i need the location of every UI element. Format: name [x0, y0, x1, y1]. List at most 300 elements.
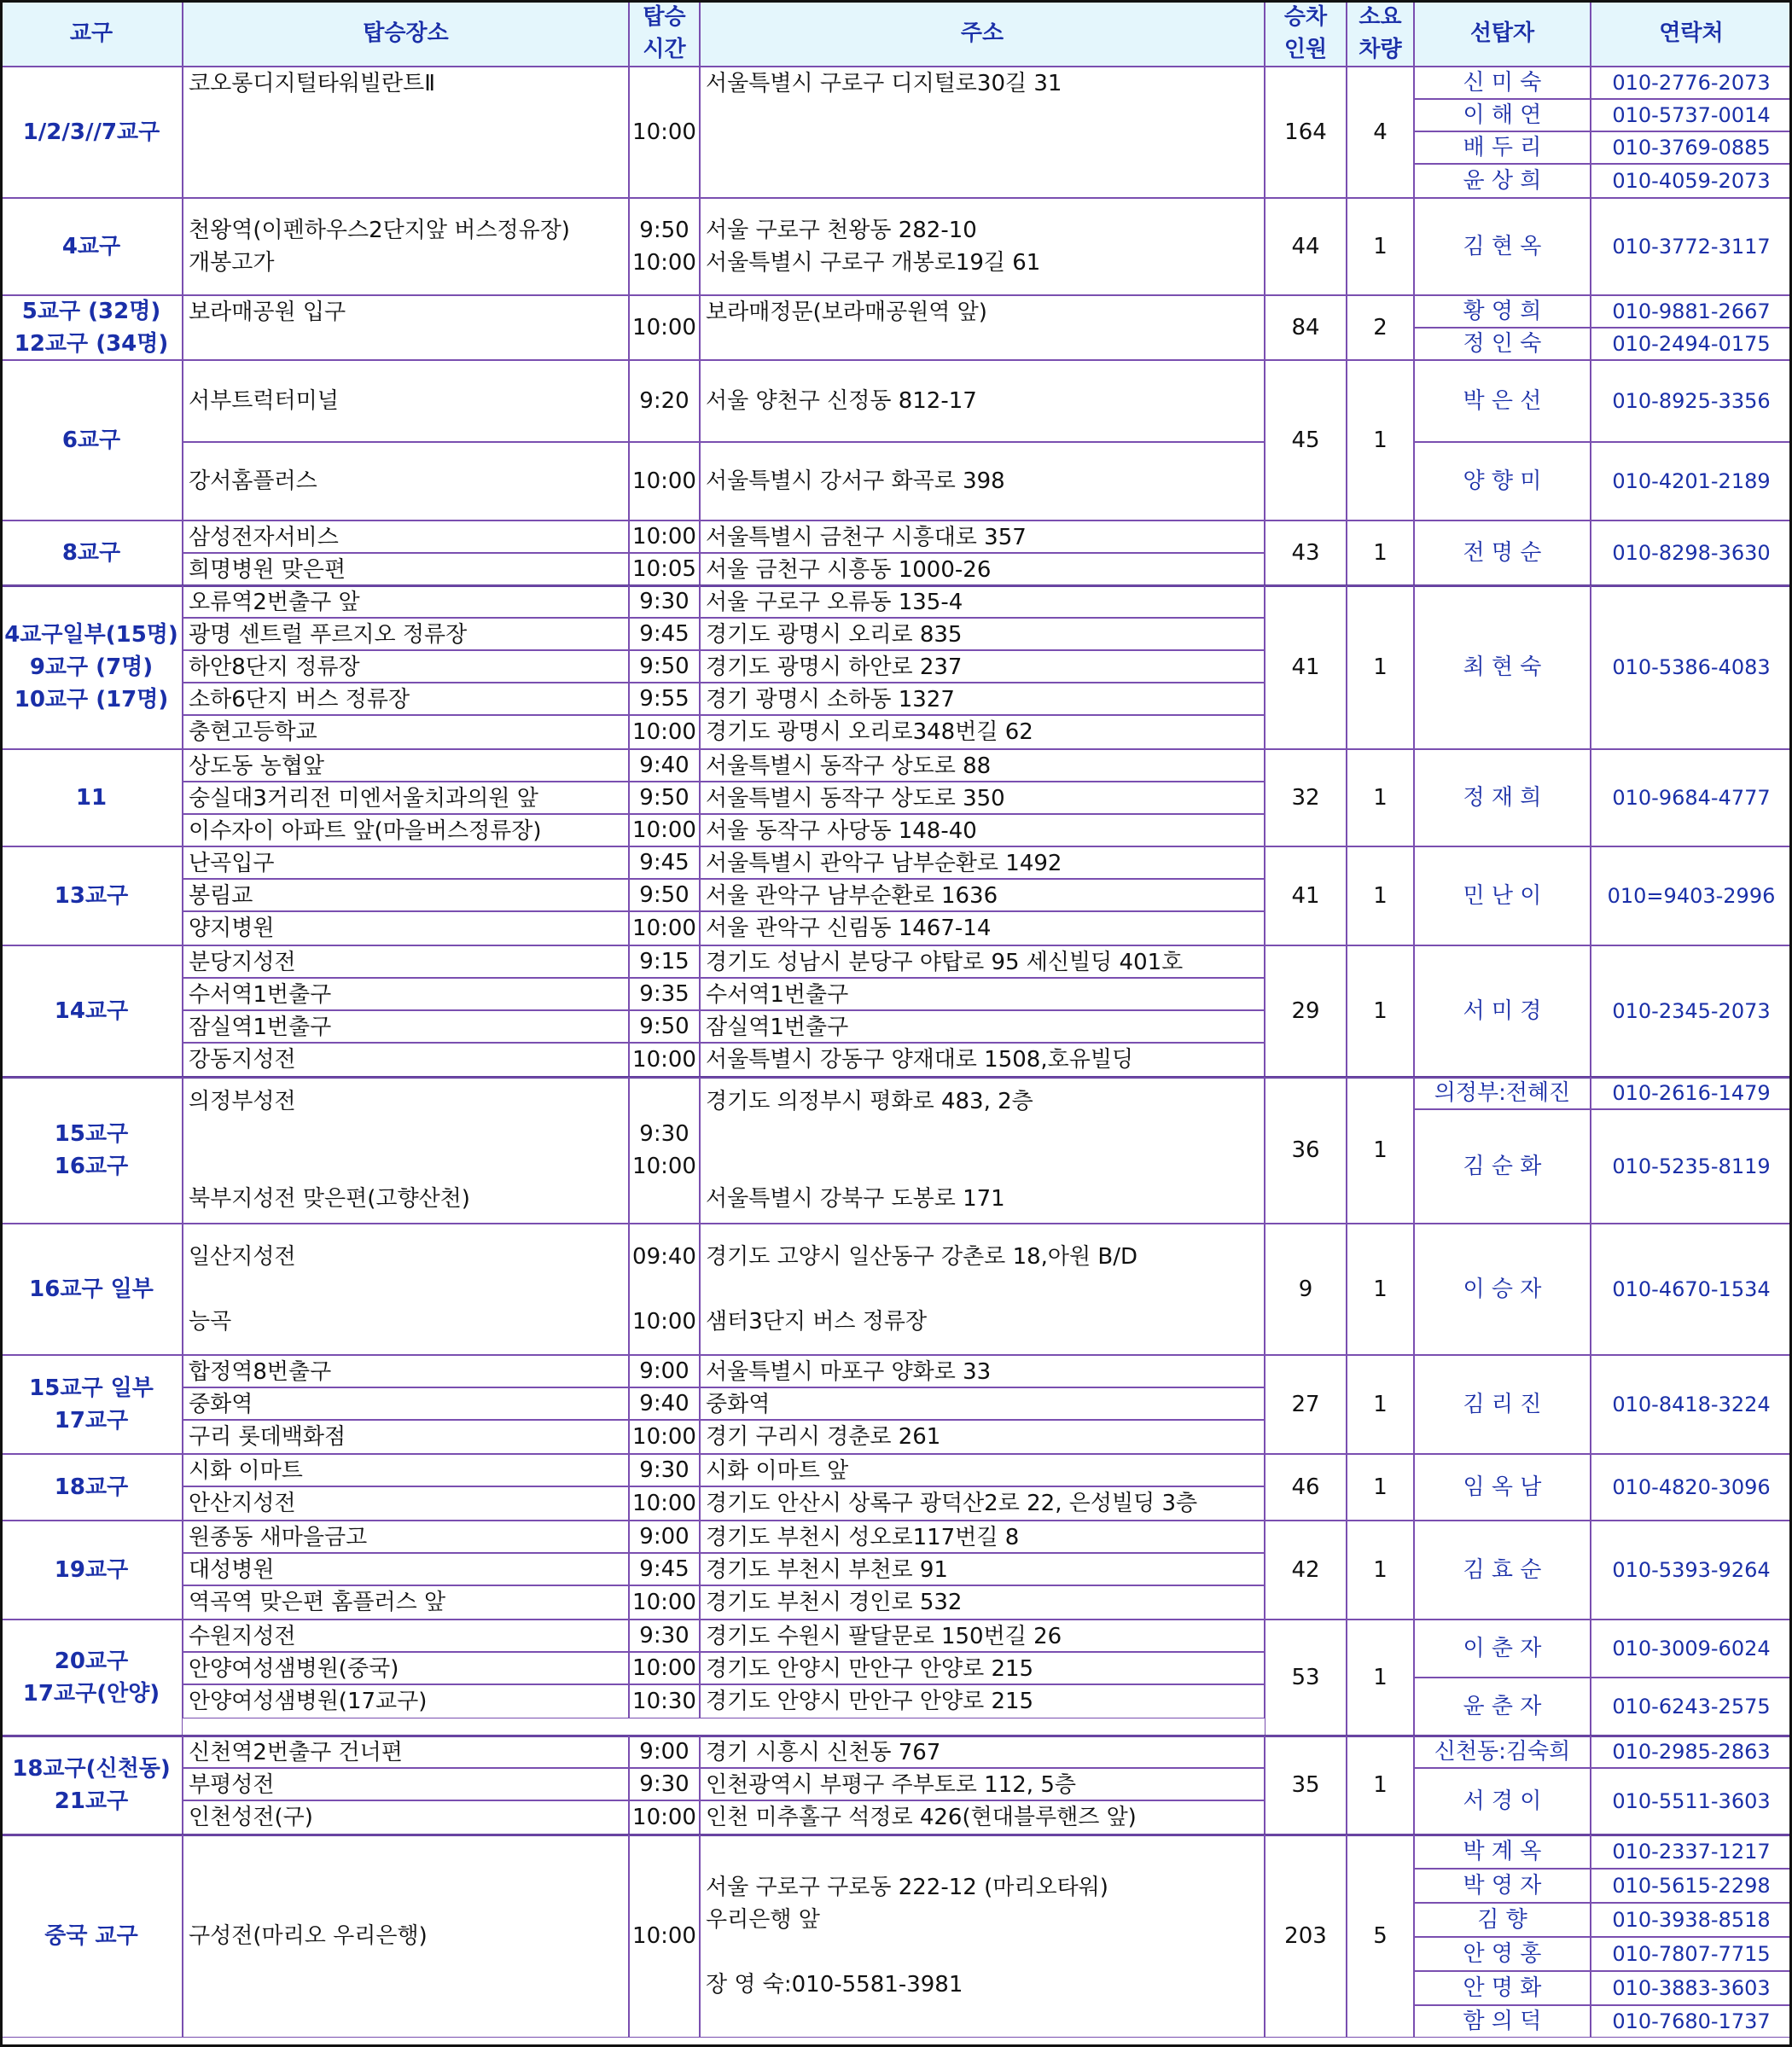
vehicles-cell-line: 1 — [1373, 785, 1388, 811]
district-cell — [0, 585, 183, 749]
time-cell — [629, 67, 700, 198]
count-cell-line: 35 — [1291, 1772, 1320, 1798]
vehicles-cell — [1347, 1077, 1414, 1224]
leader-phone-cell-line: 010-5235-8119 — [1612, 1154, 1771, 1178]
vehicles-cell-line: 1 — [1373, 1392, 1388, 1417]
place-cell-line: 안양여성샘병원(중국) — [189, 1656, 399, 1682]
vehicles-cell-line: 1 — [1373, 1276, 1388, 1302]
time-cell — [629, 1736, 700, 1768]
count-cell-line: 9 — [1298, 1276, 1313, 1302]
time-cell — [629, 1486, 700, 1521]
place-cell-line: 의정부성전 — [189, 1089, 296, 1114]
leader-name-cell — [1414, 1903, 1591, 1937]
leader-name-cell-line: 이 승 자 — [1463, 1276, 1542, 1302]
district-cell-line: 17교구 — [54, 1408, 129, 1433]
time-cell — [629, 814, 700, 846]
vehicles-header-line: 차량 — [1359, 37, 1402, 62]
address-cell-line: 경기도 성남시 분당구 야탑로 95 세신빌딩 401호 — [706, 950, 1184, 975]
place-cell-line: 삼성전자서비스 — [189, 525, 339, 550]
address-cell-line: 경기도 부천시 경인로 532 — [706, 1590, 963, 1615]
place-cell-line: 수원지성전 — [189, 1624, 296, 1649]
address-cell-line: 경기도 안양시 만안구 안양로 215 — [706, 1656, 1034, 1682]
time-cell-line: 9:40 — [639, 1391, 689, 1416]
district-cell-line: 12교구 (34명) — [14, 331, 169, 357]
address-cell — [700, 1043, 1265, 1077]
place-cell-line: 소하6단지 버스 정류장 — [189, 687, 410, 712]
address-cell — [700, 846, 1265, 879]
address-cell-line: 경기도 광명시 오리로 835 — [706, 622, 963, 648]
address-cell — [700, 67, 1265, 198]
leader-name-cell-line: 전 명 순 — [1463, 540, 1542, 566]
district-cell — [0, 1454, 183, 1521]
leader-phone-cell — [1591, 1620, 1792, 1678]
address-cell-line: 서울특별시 금천구 시흥대로 357 — [706, 525, 1027, 550]
district-cell — [0, 846, 183, 945]
leader-name-cell — [1414, 1077, 1591, 1109]
place-cell — [183, 683, 629, 715]
place-cell — [183, 814, 629, 846]
address-cell — [700, 198, 1265, 295]
leader-phone-cell — [1591, 846, 1792, 945]
contact-header-line: 연락처 — [1659, 20, 1724, 46]
leader-phone-cell-line: 010-4059-2073 — [1612, 169, 1771, 193]
place-cell — [183, 650, 629, 683]
leader-phone-cell-line: 010-5511-3603 — [1612, 1789, 1771, 1813]
time-cell-line: 10:00 — [632, 1309, 696, 1335]
vehicles-cell — [1347, 1620, 1414, 1736]
district-cell-line: 14교구 — [54, 998, 129, 1024]
leader-phone-cell-line: 010-4670-1534 — [1612, 1277, 1771, 1301]
address-cell — [700, 1486, 1265, 1521]
count-cell-line: 53 — [1291, 1665, 1320, 1690]
time-cell — [629, 585, 700, 618]
address-cell-line: 서울 관악구 남부순환로 1636 — [706, 883, 998, 909]
leader-name-cell — [1414, 1224, 1591, 1355]
time-cell — [629, 198, 700, 295]
time-cell-line: 10:00 — [632, 1923, 696, 1949]
place-cell — [183, 879, 629, 911]
leader-phone-cell — [1591, 749, 1792, 846]
district-cell-line: 4교구일부(15명) — [4, 622, 178, 648]
count-cell — [1265, 1620, 1347, 1736]
count-cell-line: 27 — [1291, 1392, 1320, 1417]
leader-name-cell-line: 서 경 이 — [1463, 1788, 1542, 1814]
time-cell — [629, 360, 700, 442]
address-cell — [700, 1736, 1265, 1768]
place-cell — [183, 1553, 629, 1585]
place-cell — [183, 1355, 629, 1387]
place-cell-line: 합정역8번출구 — [189, 1359, 332, 1385]
leader-name-cell — [1414, 1869, 1591, 1903]
leader-name-cell — [1414, 1835, 1591, 1869]
place-cell-line: 하안8단지 정류장 — [189, 654, 360, 680]
leader-name-cell — [1414, 295, 1591, 328]
time-cell-line: 9:45 — [639, 1556, 689, 1582]
vehicles-cell — [1347, 585, 1414, 749]
place-cell — [183, 585, 629, 618]
count-cell-line: 203 — [1284, 1923, 1327, 1949]
count-cell-line: 36 — [1291, 1137, 1320, 1163]
place-cell-line: 안산지성전 — [189, 1491, 296, 1516]
place-cell-line: 중화역 — [189, 1392, 253, 1417]
time-cell — [629, 1684, 700, 1718]
time-cell-line: 9:55 — [639, 686, 689, 712]
address-cell — [700, 1652, 1265, 1684]
leader-phone-cell — [1591, 1077, 1792, 1109]
address-cell-line: 서울특별시 마포구 양화로 33 — [706, 1359, 992, 1385]
district-cell-line: 11 — [75, 785, 108, 811]
address-cell — [700, 782, 1265, 814]
place-cell-line: 시화 이마트 — [189, 1458, 303, 1484]
district-cell — [0, 1620, 183, 1736]
leader-phone-cell-line: 010-2616-1479 — [1612, 1081, 1771, 1105]
time-cell — [629, 442, 700, 520]
time-cell — [629, 1224, 700, 1355]
vehicles-cell-line: 1 — [1373, 1772, 1388, 1798]
address-cell-line: 잠실역1번출구 — [706, 1015, 849, 1040]
leader-name-cell — [1414, 1736, 1591, 1768]
time-cell-line: 10:05 — [632, 556, 696, 582]
time-cell-line: 10:30 — [632, 1689, 696, 1714]
address-cell-line: 서울 구로구 천왕동 282-10 — [706, 218, 977, 243]
time-cell — [629, 1620, 700, 1652]
vehicles-cell-line: 1 — [1373, 883, 1388, 909]
place-cell-line: 분당지성전 — [189, 950, 296, 975]
vehicles-cell — [1347, 1454, 1414, 1521]
address-cell — [700, 1684, 1265, 1718]
place-cell — [183, 1684, 629, 1718]
count-cell-line: 84 — [1291, 315, 1320, 340]
vehicles-cell-line: 1 — [1373, 654, 1388, 680]
leader-phone-cell-line: 010-9684-4777 — [1612, 786, 1771, 810]
place-cell-line: 숭실대3거리전 미엔서울치과의원 앞 — [189, 786, 538, 811]
leader-name-cell-line: 최 현 숙 — [1463, 654, 1542, 680]
district-cell-line: 8교구 — [61, 540, 121, 566]
leader-phone-cell-line: 010-3938-8518 — [1612, 1908, 1771, 1932]
place-cell — [183, 782, 629, 814]
vehicles-header — [1347, 0, 1414, 67]
place-cell-line: 서부트럭터미널 — [189, 388, 339, 414]
leader-name-cell — [1414, 1355, 1591, 1454]
leader-name-cell-line: 이 해 연 — [1463, 102, 1542, 128]
address-cell — [700, 749, 1265, 782]
leader-name-cell-line: 임 옥 남 — [1463, 1474, 1542, 1500]
time-cell — [629, 1420, 700, 1454]
place-cell-line: 난곡입구 — [189, 851, 275, 876]
time-cell-line: 9:20 — [639, 388, 689, 414]
place-cell-line: 오류역2번출구 앞 — [189, 590, 360, 615]
leader-phone-cell — [1591, 1521, 1792, 1620]
address-cell — [700, 520, 1265, 553]
leader-phone-cell — [1591, 945, 1792, 1077]
leader-name-cell-line: 박 영 자 — [1463, 1873, 1542, 1899]
time-cell — [629, 1010, 700, 1043]
district-cell — [0, 1736, 183, 1835]
place-cell-line: 대성병원 — [189, 1557, 275, 1583]
leader-name-cell-line: 김 리 진 — [1463, 1392, 1542, 1417]
place-cell — [183, 67, 629, 198]
vehicles-cell-line: 1 — [1373, 1557, 1388, 1583]
address-header — [700, 0, 1265, 67]
place-cell — [183, 1420, 629, 1454]
address-cell-line: 경기도 수원시 팔달문로 150번길 26 — [706, 1624, 1062, 1649]
leader-name-cell-line: 황 영 희 — [1463, 299, 1542, 324]
count-header-line: 인원 — [1283, 37, 1328, 62]
address-cell — [700, 1420, 1265, 1454]
place-cell — [183, 1010, 629, 1043]
time-cell — [629, 1585, 700, 1620]
leader-phone-cell — [1591, 1224, 1792, 1355]
place-cell — [183, 1800, 629, 1835]
vehicles-cell — [1347, 198, 1414, 295]
leader-phone-cell-line: 010-2985-2863 — [1612, 1740, 1771, 1764]
count-header-line: 승차 — [1283, 4, 1328, 30]
leader-name-cell — [1414, 1937, 1591, 1971]
address-cell-line: 서울특별시 관악구 남부순환로 1492 — [706, 851, 1062, 876]
vehicles-cell — [1347, 1521, 1414, 1620]
leader-phone-cell — [1591, 1768, 1792, 1835]
place-cell-line: 수서역1번출구 — [189, 982, 332, 1008]
address-cell — [700, 1835, 1265, 2038]
address-cell-line: 서울특별시 강서구 화곡로 398 — [706, 468, 1005, 494]
place-cell — [183, 1224, 629, 1355]
address-cell-line: 경기 광명시 소하동 1327 — [706, 687, 955, 712]
district-cell-line: 15교구 일부 — [29, 1375, 154, 1401]
leader-name-cell — [1414, 585, 1591, 749]
time-cell — [629, 749, 700, 782]
leader-name-cell — [1414, 2005, 1591, 2038]
place-cell — [183, 1043, 629, 1077]
time-cell-line: 10:00 — [632, 916, 696, 941]
address-cell-line: 인천광역시 부평구 주부토로 112, 5층 — [706, 1772, 1076, 1798]
address-cell — [700, 618, 1265, 650]
district-cell-line: 1/2/3//7교구 — [22, 119, 160, 145]
address-cell — [700, 911, 1265, 945]
vehicles-cell-line: 1 — [1373, 1474, 1388, 1500]
place-cell-line: 신천역2번출구 건너편 — [189, 1740, 403, 1765]
district-cell-line: 4교구 — [61, 234, 121, 259]
address-cell-line: 경기 시흥시 신천동 767 — [706, 1740, 941, 1765]
time-cell-line: 9:00 — [639, 1358, 689, 1384]
time-cell-line: 9:50 — [639, 882, 689, 908]
district-cell-line: 17교구(안양) — [22, 1681, 160, 1707]
leader-name-cell — [1414, 1521, 1591, 1620]
count-cell-line: 41 — [1291, 654, 1320, 680]
time-cell-line: 9:50 — [639, 785, 689, 811]
address-cell — [700, 650, 1265, 683]
time-cell — [629, 782, 700, 814]
leader-name-cell-line: 윤 상 희 — [1463, 168, 1542, 194]
count-cell-line: 164 — [1284, 119, 1327, 145]
address-cell-line: 경기 구리시 경춘로 261 — [706, 1424, 941, 1450]
leader-name-cell — [1414, 1768, 1591, 1835]
leader-phone-cell-line: 010-5393-9264 — [1612, 1558, 1771, 1582]
place-cell — [183, 618, 629, 650]
place-cell-line: 안양여성샘병원(17교구) — [189, 1689, 428, 1714]
leader-name-cell-line: 정 재 희 — [1463, 785, 1542, 811]
time-cell — [629, 1553, 700, 1585]
count-cell — [1265, 520, 1347, 585]
place-cell — [183, 1486, 629, 1521]
address-cell-line: 서울특별시 동작구 상도로 350 — [706, 786, 1005, 811]
time-cell-line: 9:50 — [639, 218, 689, 243]
leader-name-cell-line: 박 계 옥 — [1463, 1839, 1542, 1864]
place-cell-line — [189, 1118, 195, 1150]
address-cell-line: 우리은행 앞 — [706, 1907, 820, 1933]
time-cell — [629, 1355, 700, 1387]
place-cell — [183, 1454, 629, 1486]
leader-phone-cell-line: 010-4201-2189 — [1612, 469, 1771, 493]
time-cell — [629, 1835, 700, 2038]
place-cell-line: 봉림교 — [189, 883, 253, 909]
leader-phone-cell-line: 010-7680-1737 — [1612, 2009, 1771, 2033]
place-cell — [183, 442, 629, 520]
time-cell-line: 9:00 — [639, 1524, 689, 1550]
leader-phone-cell-line: 010-2337-1217 — [1612, 1840, 1771, 1864]
place-cell-line: 강서홈플러스 — [189, 468, 317, 494]
address-cell-line: 서울특별시 강북구 도봉로 171 — [706, 1186, 1005, 1212]
vehicles-cell-line: 1 — [1373, 540, 1388, 566]
district-cell-line: 20교구 — [54, 1649, 129, 1674]
address-cell-line: 경기도 부천시 부천로 91 — [706, 1557, 948, 1583]
place-cell — [183, 1652, 629, 1684]
leader-phone-cell-line: 010-5737-0014 — [1612, 103, 1771, 127]
leader-phone-cell — [1591, 520, 1792, 585]
time-cell — [629, 618, 700, 650]
district-cell — [0, 1355, 183, 1454]
district-cell-line: 21교구 — [54, 1788, 129, 1814]
vehicles-cell-line: 1 — [1373, 427, 1388, 453]
leader-name-cell — [1414, 1620, 1591, 1678]
leader-phone-cell — [1591, 1736, 1792, 1768]
place-cell — [183, 1736, 629, 1768]
district-cell-line: 15교구 — [54, 1121, 129, 1147]
address-cell-line: 경기도 고양시 일산동구 강촌로 18,아원 B/D — [706, 1244, 1138, 1270]
district-cell-line: 13교구 — [54, 883, 129, 909]
time-cell — [629, 1768, 700, 1800]
vehicles-cell — [1347, 749, 1414, 846]
address-cell — [700, 1010, 1265, 1043]
place-cell-line: 구리 롯데백화점 — [189, 1424, 346, 1450]
address-cell — [700, 1800, 1265, 1835]
address-cell-line: 경기도 의정부시 평화로 483, 2층 — [706, 1089, 1033, 1114]
address-cell-line: 서울 금천구 시흥동 1000-26 — [706, 557, 992, 583]
address-cell — [700, 1077, 1265, 1224]
vehicles-cell-line: 1 — [1373, 1665, 1388, 1690]
address-cell — [700, 1387, 1265, 1420]
district-cell — [0, 1224, 183, 1355]
place-cell-line: 천왕역(이펜하우스2단지앞 버스정유장) — [189, 218, 570, 243]
leader-name-cell — [1414, 945, 1591, 1077]
leader-name-cell-line: 안 명 화 — [1463, 1975, 1542, 2001]
address-cell — [700, 978, 1265, 1010]
time-cell-line: 10:00 — [632, 1805, 696, 1830]
time-cell-line: 9:30 — [639, 1623, 689, 1649]
address-cell-line: 인천 미추홀구 석정로 426(현대블루핸즈 앞) — [706, 1805, 1137, 1830]
leader-name-cell-line: 신천동:김숙희 — [1434, 1739, 1571, 1765]
time-cell — [629, 1800, 700, 1835]
place-header — [183, 0, 629, 67]
leader-phone-cell-line: 010-8925-3356 — [1612, 389, 1771, 413]
place-cell — [183, 360, 629, 442]
leader-phone-cell-line: 010-8418-3224 — [1612, 1393, 1771, 1416]
leader-phone-cell-line: 010-7807-7715 — [1612, 1942, 1771, 1966]
district-cell — [0, 360, 183, 520]
place-cell-line: 광명 센트럴 푸르지오 정류장 — [189, 622, 468, 648]
time-cell-line: 10:00 — [632, 1491, 696, 1516]
place-cell — [183, 1620, 629, 1652]
address-cell-line: 서울 구로구 구로동 222-12 (마리오타워) — [706, 1875, 1108, 1900]
count-cell — [1265, 945, 1347, 1077]
address-cell-line: 서울특별시 동작구 상도로 88 — [706, 753, 992, 779]
vehicles-cell — [1347, 1224, 1414, 1355]
place-cell-line — [189, 1150, 195, 1183]
leader-name-cell — [1414, 360, 1591, 442]
time-cell-line: 10:00 — [632, 817, 696, 843]
address-cell — [700, 553, 1265, 585]
place-cell — [183, 1077, 629, 1224]
address-cell-line: 경기도 부천시 성오로117번길 8 — [706, 1525, 1020, 1550]
leader-phone-cell — [1591, 585, 1792, 749]
time-cell — [629, 978, 700, 1010]
leader-phone-cell — [1591, 328, 1792, 360]
address-cell-line: 중화역 — [706, 1392, 771, 1417]
address-cell — [700, 879, 1265, 911]
count-cell-line: 32 — [1291, 785, 1320, 811]
time-cell-line: 10:00 — [632, 1590, 696, 1615]
leader-name-cell-line: 정 인 숙 — [1463, 331, 1542, 357]
time-cell — [629, 295, 700, 360]
leader-phone-cell — [1591, 1454, 1792, 1521]
place-cell-line: 원종동 새마을금고 — [189, 1525, 368, 1550]
address-cell — [700, 945, 1265, 978]
time-cell — [629, 650, 700, 683]
leader-phone-cell-line: 010-5386-4083 — [1612, 655, 1771, 679]
time-cell — [629, 683, 700, 715]
vehicles-cell-line: 2 — [1373, 315, 1388, 340]
time-cell-line: 10:00 — [632, 119, 696, 145]
count-cell — [1265, 295, 1347, 360]
count-header — [1265, 0, 1347, 67]
leader-phone-cell-line: 010-6243-2575 — [1612, 1695, 1771, 1718]
count-cell — [1265, 67, 1347, 198]
leader-phone-cell — [1591, 1869, 1792, 1903]
place-cell — [183, 1387, 629, 1420]
time-cell-line: 9:30 — [639, 1457, 689, 1483]
vehicles-cell — [1347, 1355, 1414, 1454]
address-cell-line: 서울 동작구 사당동 148-40 — [706, 818, 977, 844]
leader-name-cell — [1414, 198, 1591, 295]
time-cell-line: 9:30 — [639, 589, 689, 614]
address-cell-line: 서울 양천구 신정동 812-17 — [706, 388, 977, 414]
count-cell-line: 44 — [1291, 234, 1320, 259]
leader-name-cell — [1414, 442, 1591, 520]
leader-name-cell — [1414, 1678, 1591, 1736]
place-header-line: 탑승장소 — [363, 20, 449, 46]
time-cell-line: 9:45 — [639, 850, 689, 875]
place-cell-line: 일산지성전 — [189, 1244, 296, 1270]
count-cell — [1265, 1224, 1347, 1355]
time-cell — [629, 1652, 700, 1684]
place-cell — [183, 749, 629, 782]
time-cell-line: 9:40 — [639, 753, 689, 778]
address-cell-line: 장 영 숙:010-5581-3981 — [706, 1972, 963, 1998]
count-cell-line: 45 — [1291, 427, 1320, 453]
time-header-line: 탑승 — [643, 4, 686, 30]
address-cell — [700, 1454, 1265, 1486]
time-cell-line: 10:00 — [632, 1424, 696, 1450]
leader-phone-cell — [1591, 131, 1792, 164]
